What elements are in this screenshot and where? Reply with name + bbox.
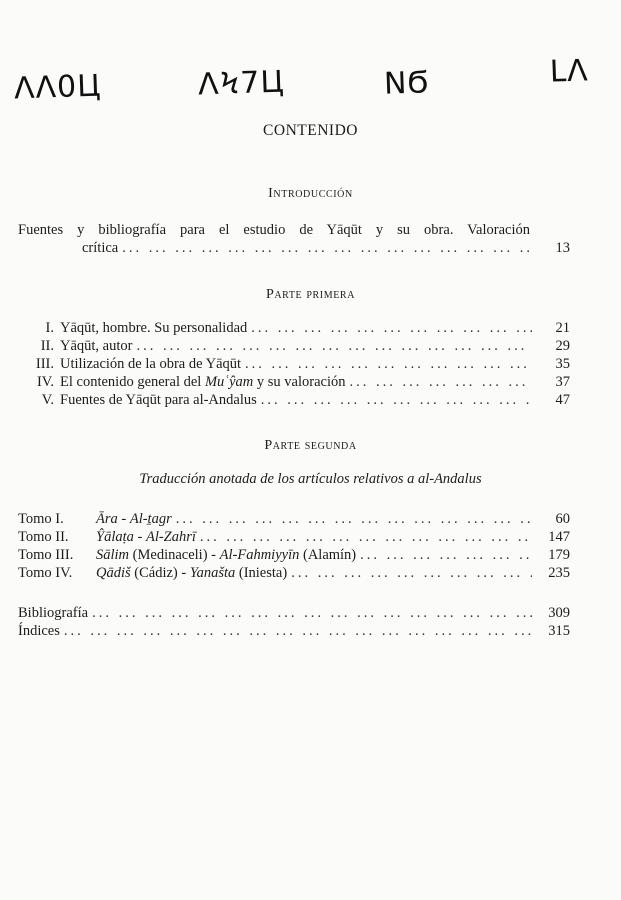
dot-leader (200, 528, 532, 546)
entry-title: Yāqūt, hombre. Su personalidad (60, 320, 248, 336)
toc-entry (18, 355, 570, 373)
range-end-note: (Iniesta) (235, 565, 288, 581)
range-end: Al-Fahmiyyīn (219, 547, 300, 563)
range-start: Sālim (96, 547, 130, 563)
parte-segunda-subheading: Traducción anotada de los artículos relativos a al-Andalus (139, 471, 482, 487)
parte-primera-heading: Parte primera (265, 287, 356, 302)
entry-title: Yāqūt, autor (60, 338, 133, 354)
page-number: 47 (555, 392, 570, 408)
page-number: 235 (548, 565, 570, 581)
dot-leader (360, 546, 532, 564)
tomo-label: Tomo II. (18, 529, 69, 545)
introduccion-entry (18, 221, 570, 257)
roman-numeral: IV. (36, 374, 54, 390)
introduccion-entry-line2: crítica (82, 240, 119, 256)
entry-title: Utilización de la obra de Yāqūt (60, 356, 242, 372)
introduccion-entry-line1: Fuentes y bibliografía para el estudio de Yāqūt y su obra. Valoración (18, 222, 530, 238)
range-start-note: (Medinaceli) - (129, 547, 220, 563)
roman-numeral: V. (41, 392, 54, 408)
dot-leader (251, 319, 532, 337)
dot-leader (291, 564, 532, 582)
page-number: 29 (555, 338, 570, 354)
entry-title-post: y su valoración (253, 374, 346, 390)
dot-leader (261, 391, 532, 409)
entry-title: Bibliografía (18, 605, 89, 621)
handwritten-mark-1: ΛΛ0Ц (13, 68, 103, 107)
tomo-label: Tomo III. (18, 547, 74, 563)
tomo-label: Tomo IV. (18, 565, 73, 581)
range-start-note: (Cádiz) - (130, 565, 190, 581)
introduccion-heading: Introducción (268, 186, 353, 201)
page-number: 37 (555, 374, 570, 390)
page-number: 315 (548, 623, 570, 639)
range-end: Yanašta (189, 565, 236, 581)
toc-entry (18, 546, 570, 564)
toc-entry (18, 604, 570, 622)
dot-leader (176, 510, 532, 528)
range-separator: - (117, 511, 130, 527)
page-number: 13 (555, 240, 570, 256)
dot-leader (136, 337, 532, 355)
toc-entry (18, 373, 570, 391)
roman-numeral: I. (45, 320, 54, 336)
tomos-list (18, 510, 570, 582)
roman-numeral: II. (40, 338, 54, 354)
toc-entry (18, 528, 570, 546)
entry-title-pre: El contenido general del (60, 374, 205, 390)
parte-primera-list (18, 319, 570, 409)
handwritten-mark-4: ԼΛ (549, 53, 590, 90)
page-number: 35 (555, 356, 570, 372)
toc-entry (18, 564, 570, 582)
range-start: Āra (96, 511, 118, 527)
toc-entry (18, 319, 570, 337)
dot-leader (92, 604, 532, 622)
entry-title: Índices (18, 623, 60, 639)
parte-segunda-heading: Parte segunda (264, 438, 357, 453)
dot-leader (64, 622, 532, 640)
dot-leader (350, 373, 533, 391)
page-number: 179 (548, 547, 570, 563)
toc-entry (18, 391, 570, 409)
range-end-note: (Alamín) (299, 547, 357, 563)
range-end: Al-Zahrī (145, 529, 196, 545)
handwritten-mark-3: ΝϬ (383, 65, 431, 102)
range-start: Ŷālaṭa (96, 529, 134, 545)
entry-title-italic: Muʿŷam (204, 374, 254, 390)
handwritten-mark-2: ΛϞ7Ц (197, 64, 286, 103)
tomo-label: Tomo I. (18, 511, 64, 527)
toc-entry (18, 510, 570, 528)
range-end: Al-ṯagr (129, 511, 172, 527)
range-start: Qādiš (96, 565, 131, 581)
dot-leader (122, 239, 532, 257)
page-title: CONTENIDO (263, 122, 358, 139)
page-number: 309 (548, 605, 570, 621)
toc-entry (18, 622, 570, 640)
back-matter-list (18, 604, 570, 640)
page-number: 21 (555, 320, 570, 336)
toc-entry (18, 337, 570, 355)
roman-numeral: III. (35, 356, 54, 372)
entry-title: Fuentes de Yāqūt para al-Andalus (60, 392, 257, 408)
page-number: 60 (555, 511, 570, 527)
page-number: 147 (548, 529, 570, 545)
dot-leader (245, 355, 532, 373)
range-separator: - (133, 529, 146, 545)
